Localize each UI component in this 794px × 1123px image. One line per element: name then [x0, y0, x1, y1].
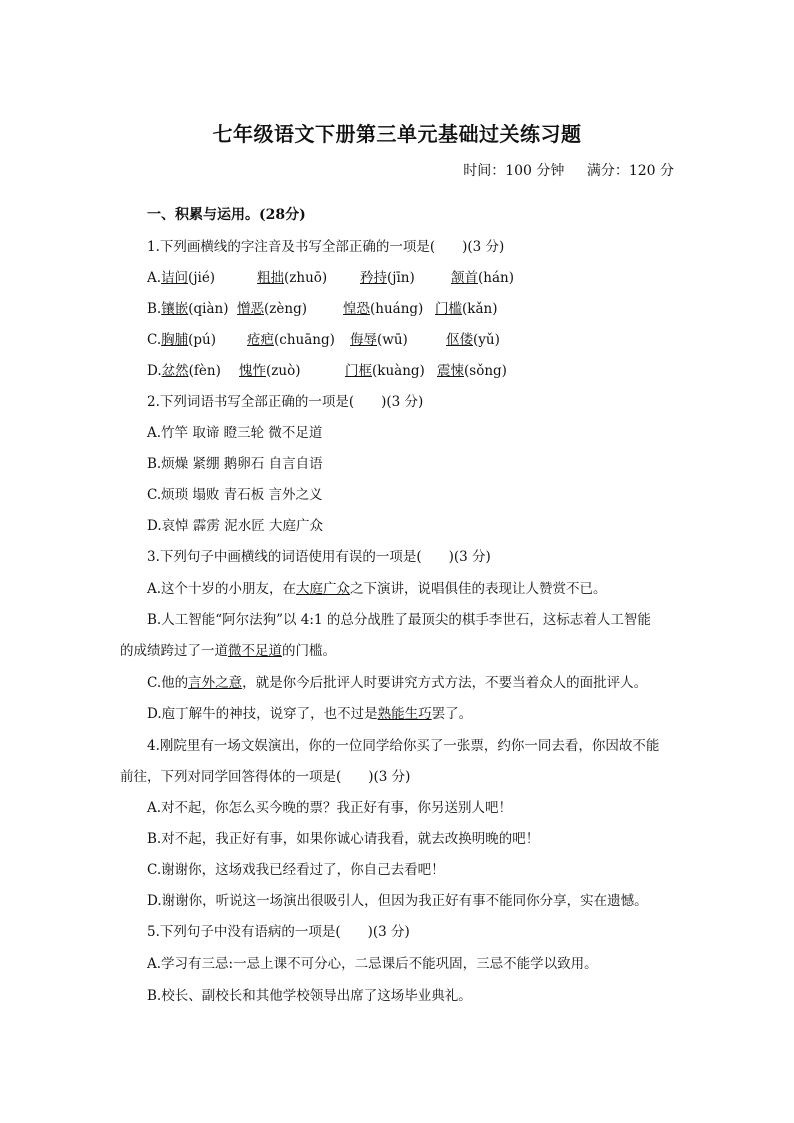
- q1-stem: 1.下列画横线的字注音及书写全部正确的一项是( )(3 分): [147, 239, 505, 255]
- underlined-word: 微不足道: [228, 643, 282, 659]
- underlined-word: 镶嵌: [161, 301, 189, 317]
- q3-option-c: C.他的言外之意，就是你今后批评人时要讲究方式方法，不要当着众人的面批评人。: [147, 675, 648, 691]
- q3-option-b-line2: 的成绩跨过了一道微不足道的门槛。: [120, 643, 336, 659]
- q4-option-d: D.谢谢你，听说这一场演出很吸引人，但因为我正好有事不能同你分享，实在遗憾。: [147, 893, 648, 909]
- underlined-word: 伛偻: [446, 332, 473, 348]
- q1-option-c: C.胸脯(pú) 疮疤(chuāng) 侮辱(wū) 伛偻(yǔ): [147, 332, 500, 348]
- underlined-word: 忿然: [161, 363, 189, 379]
- q5-option-a: A.学习有三忌:一忌上课不可分心，二忌课后不能巩固，三忌不能学以致用。: [147, 956, 598, 972]
- underlined-word: 侮辱: [350, 332, 377, 348]
- underlined-word: 惶恐: [343, 301, 370, 317]
- q1-option-b: B.镶嵌(qiàn) 憎恶(zèng) 惶恐(huáng) 门槛(kǎn): [147, 301, 498, 317]
- q4-option-b: B.对不起，我正好有事，如果你诚心请我看，就去改换明晚的吧！: [147, 831, 540, 847]
- q2-option-c: C.烦琐 塌败 青石板 言外之义: [147, 487, 323, 503]
- underlined-word: 言外之意: [188, 675, 243, 691]
- q2-option-b: B.烦燥 紧绷 鹅卵石 自言自语: [147, 456, 323, 472]
- underlined-word: 门框: [345, 363, 372, 379]
- underlined-word: 熟能生巧: [377, 706, 432, 722]
- exam-time: 时间：100 分钟: [463, 163, 565, 179]
- underlined-word: 诘问: [161, 270, 189, 286]
- underlined-word: 颔首: [451, 270, 478, 286]
- q2-option-d: D.哀悼 霹雳 泥水匠 大庭广众: [147, 518, 324, 534]
- q5-stem: 5.下列句子中没有语病的一项是( )(3 分): [147, 924, 410, 940]
- q2-stem: 2.下列词语书写全部正确的一项是( )(3 分): [147, 394, 424, 410]
- q1-option-d: D.忿然(fèn) 愧怍(zuò) 门框(kuàng) 震悚(sǒng): [147, 363, 507, 379]
- underlined-word: 疮疤: [247, 332, 274, 348]
- q4-stem-line2: 前往，下列对同学回答得体的一项是( )(3 分): [120, 769, 411, 785]
- q4-stem-line1: 4.刚院里有一场文娱演出，你的一位同学给你买了一张票，约你一同去看，你因故不能: [147, 738, 660, 754]
- q1-option-a: A.诘问(jié) 粗拙(zhuō) 矜持(jīn) 颔首(hán): [147, 270, 514, 286]
- q4-option-a: A.对不起，你怎么买今晚的票？我正好有事，你另送别人吧！: [147, 800, 513, 816]
- underlined-word: 大庭广众: [296, 581, 351, 597]
- underlined-word: 愧怍: [239, 363, 266, 379]
- exam-score: 满分：120 分: [586, 163, 674, 179]
- underlined-word: 门槛: [435, 301, 462, 317]
- exam-meta: [463, 160, 674, 180]
- q2-option-a: A.竹竿 取谛 瞪三轮 微不足道: [147, 425, 323, 441]
- underlined-word: 矜持: [360, 270, 387, 286]
- q3-stem: 3.下列句子中画横线的词语使用有误的一项是( )(3 分): [147, 549, 491, 565]
- underlined-word: 粗拙: [257, 270, 284, 286]
- q3-option-a: A.这个十岁的小朋友，在大庭广众之下演讲，说唱俱佳的表现让人赞赏不已。: [147, 581, 607, 597]
- q4-option-c: C.谢谢你，这场戏我已经看过了，你自己去看吧！: [147, 862, 445, 878]
- q3-option-d: D.庖丁解牛的神技，说穿了，也不过是熟能生巧罢了。: [147, 706, 473, 722]
- underlined-word: 憎恶: [237, 301, 264, 317]
- underlined-word: 震悚: [437, 363, 464, 379]
- q3-option-b-line1: B.人工智能“阿尔法狗”以 4:1 的总分战胜了最顶尖的棋手李世石，这标志着人工智能: [147, 612, 651, 628]
- q5-option-b: B.校长、副校长和其他学校领导出席了这场毕业典礼。: [147, 988, 472, 1004]
- underlined-word: 胸脯: [161, 332, 189, 348]
- section-heading: 一、积累与运用。(28分): [147, 207, 306, 223]
- page-title: 七年级语文下册第三单元基础过关练习题: [212, 122, 582, 146]
